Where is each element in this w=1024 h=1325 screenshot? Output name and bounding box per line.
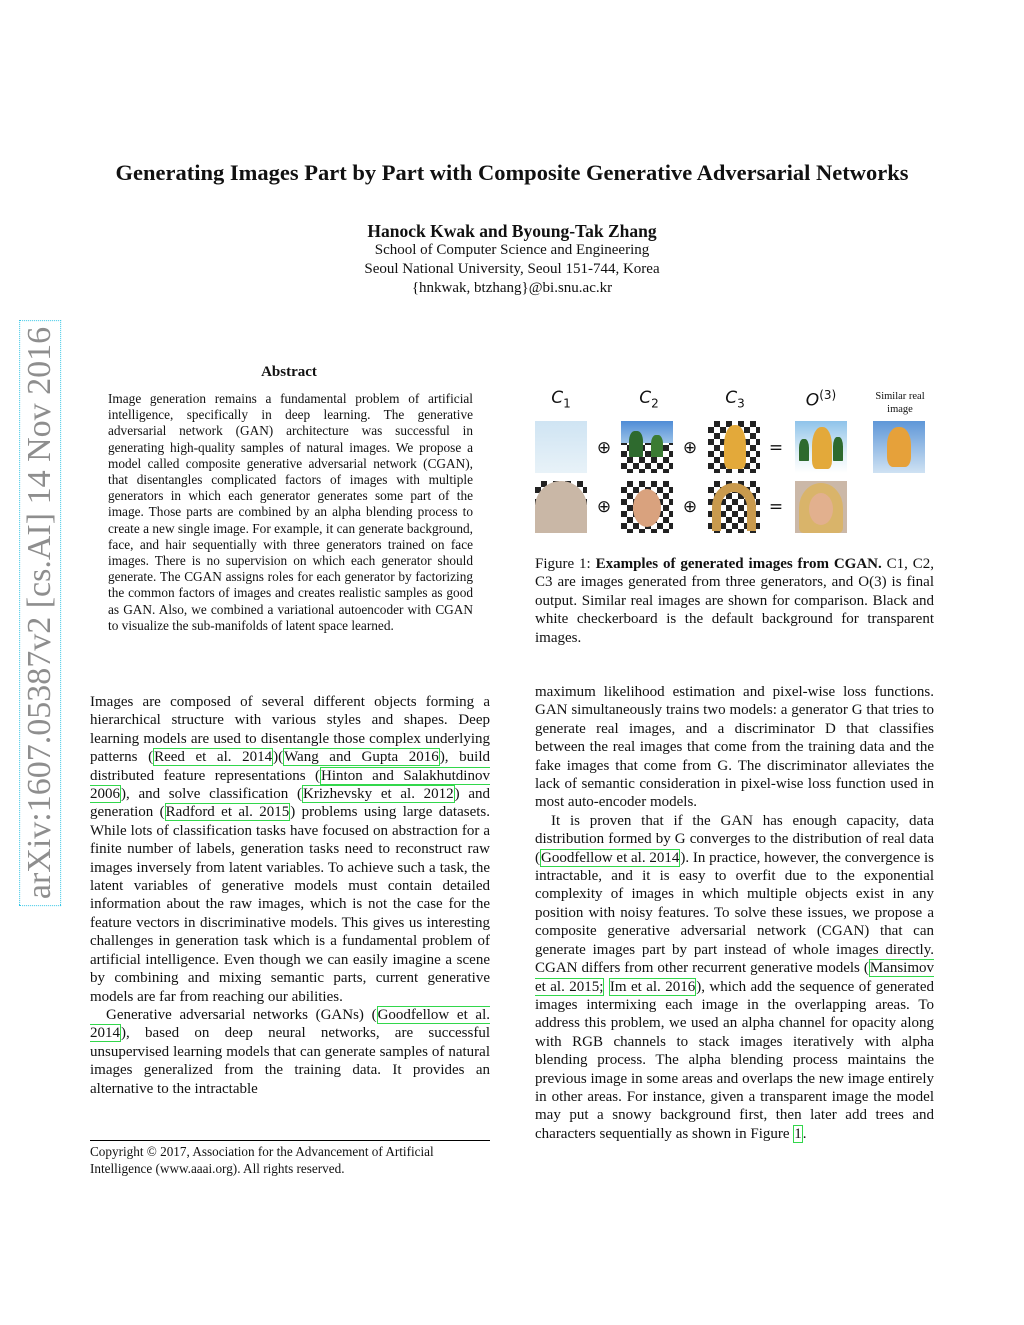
copyright-footnote: Copyright © 2017, Association for the Advancement of Artificial Intelligence (www.aaai.org). All rights reserved. xyxy=(90,1140,490,1177)
generated-c3-character xyxy=(708,421,760,473)
generated-c1-background xyxy=(535,421,587,473)
intro-paragraph-1: Images are composed of several different objects forming a hierarchical structure with various styles and shapes. Deep learning models are used to disentangle those complex underlying patterns (Reed et al. 2014)(Wang and Gupta 2016), build distributed feature representations (Hinton and Salakhutdinov 2006), and solve classification (Krizhevsky et al. 2012) and generation (Radford et al. 2015) problems using large datasets. While lots of classification tasks have focused on abstraction for a finite number of labels, generation tasks need to reconstruct raw images inversely from latent variables. To achieve such a task, the latent variables of generative models must contain detailed information about the raw images, which is not the case for the feature vectors in discriminative models. This gives us interesting challenges in generation task which is a fundamental problem of artificial intelligence. Even though we can easily imagine a scene by combining and mixing semantic parts, current generative models are far from reaching our abilities. xyxy=(90,694,490,1005)
oplus-symbol: ⊕ xyxy=(596,438,612,458)
abstract-text: Image generation remains a fundamental problem of artificial intelligence, specifically in deep learning. The generative adversarial network (GAN) architecture was successful in generating high-quality samples of natural images. We propose a model called composite generative adversarial network (CGAN), that disentangles complicated factors of images with multiple generators in which each generator generates some part of the image. Those parts are combined by an alpha blending process to create a new single image. For example, it can generate background, face, and hair sequentially with three generators trained on face images. There is no supervision on which each generator should generate. The CGAN assigns roles for each generator by factorizing the common factors of images and creates realistic samples as good as GAN. Also, we combined a variational autoencoder with CGAN to visualize the sub-manifolds of latent space learned. xyxy=(108,391,473,633)
right-paragraph-2: It is proven that if the GAN has enough capacity, data distribution formed by G converges to the distribution of real data (Goodfellow et al. 2014). In practice, however, the convergence is intractable, and it is easy to overfit due to the exponential complexity of images in which multiple objects exist in any position with noisy features. To solve these issues, we propose a composite generative adversarial network (CGAN) that can generate images part by part instead of whole images directly. CGAN differs from other recurrent generative models (Mansimov et al. 2015; Im et al. 2016), which add the sequence of generated images intermixing each image in the overlapping areas. To address this problem, we used an alpha channel for opacity along with RGB channels to stack images iteratively with alpha blending process. The alpha blending process maintains the previous image in some areas and overlaps the new image entirely in other areas. For instance, given a transparent image the model may put a snowy background first, then later add trees and characters sequentially as shown in Figure 1. xyxy=(535,812,934,1142)
right-paragraph-1: maximum likelihood estimation and pixel-wise loss functions. GAN simultaneously trains two models: a generator G that tries to generate real images, and a discriminator D that classifies between the real images that come from the training data and the fake images that come from G. The discriminator alleviates the lack of semantic consideration in pixel-wise loss function used in most auto-encoder models. xyxy=(535,684,934,811)
affiliation: School of Computer Science and Engineering xyxy=(374,242,650,258)
citation-link[interactable]: Hinton and Salakhutdinov 2006 xyxy=(90,767,490,803)
author-block xyxy=(260,222,764,298)
citation-link[interactable]: Radford et al. 2015 xyxy=(165,804,290,821)
figure-1 xyxy=(535,388,935,538)
intro-paragraph-2: Generative adversarial networks (GANs) (Goodfellow et al. 2014), based on deep neural networks, are successful unsupervised learning models that can generate samples of natural images generalized from the training data. It provides an alternative to the intractable xyxy=(90,1006,490,1097)
oplus-symbol: ⊕ xyxy=(596,497,612,517)
citation-link[interactable]: Krizhevsky et al. 2012 xyxy=(303,786,454,803)
citation-link[interactable]: Mansimov et al. 2015; xyxy=(535,960,934,995)
right-column xyxy=(535,683,934,1143)
generated-c3-hair xyxy=(708,481,760,533)
label-c3: $C_3$ xyxy=(725,388,745,411)
label-c2: $C_2$ xyxy=(639,388,659,411)
similar-real-label: Similar real image xyxy=(875,391,925,415)
arxiv-identifier xyxy=(16,318,64,908)
oplus-symbol: ⊕ xyxy=(682,438,698,458)
generated-c2-trees xyxy=(621,421,673,473)
author-names: Hanock Kwak and Byoung-Tak Zhang xyxy=(367,221,657,241)
similar-real-image xyxy=(873,421,925,473)
email: {hnkwak, btzhang}@bi.snu.ac.kr xyxy=(411,280,613,296)
equals-symbol: = xyxy=(768,497,784,517)
arxiv-label: arXiv:1607.05387v2 [cs.AI] 14 Nov 2016 xyxy=(19,320,61,906)
label-c1: $C_1$ xyxy=(551,388,571,411)
paper-title: Generating Images Part by Part with Composite Generative Adversarial Networks xyxy=(115,160,909,185)
citation-link[interactable]: Im et al. 2016 xyxy=(609,978,696,995)
citation-link[interactable]: Goodfellow et al. 2014 xyxy=(90,1006,490,1042)
address: Seoul National University, Seoul 151-744, Korea xyxy=(364,261,660,277)
citation-link[interactable]: Goodfellow et al. 2014 xyxy=(541,849,680,866)
equals-symbol: = xyxy=(768,438,784,458)
generated-output-face xyxy=(795,481,847,533)
citation-link[interactable]: Reed et al. 2014 xyxy=(154,749,273,766)
left-column xyxy=(90,693,490,1098)
abstract-heading: Abstract xyxy=(261,364,317,380)
figure-reference-link[interactable]: 1 xyxy=(794,1125,802,1142)
citation-link[interactable]: Wang and Gupta 2016 xyxy=(284,749,439,766)
generated-c1-background xyxy=(535,481,587,533)
oplus-symbol: ⊕ xyxy=(682,497,698,517)
generated-c2-face xyxy=(621,481,673,533)
figure-1-caption: Figure 1: Examples of generated images from CGAN. C1, C2, C3 are images generated from three generators, and O(3) is final output. Similar real images are shown for comparison. Black and white checkerboard is the default background for transparent images. xyxy=(535,556,934,646)
label-o3: $O^{(3)}$ xyxy=(805,388,837,411)
generated-output-image xyxy=(795,421,847,473)
